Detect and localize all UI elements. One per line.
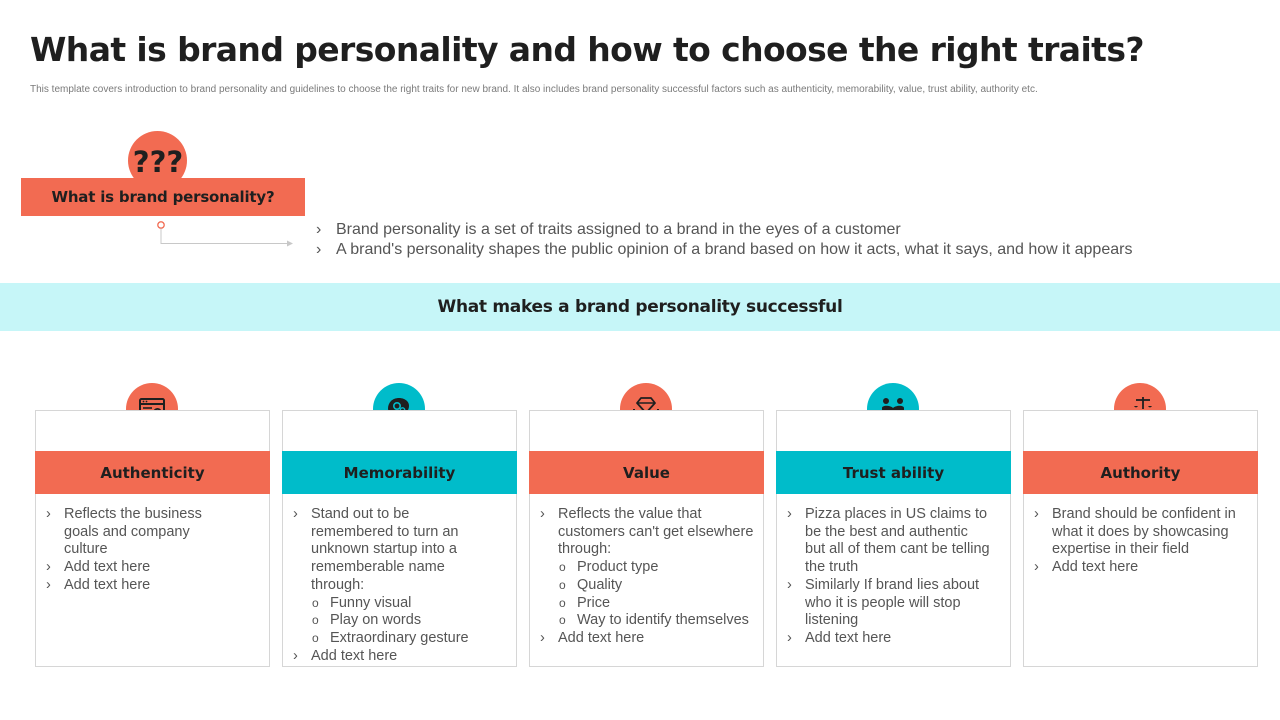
card-title: Trust ability	[776, 451, 1011, 494]
page-subtitle: This template covers introduction to brand personality and guidelines to choose the right traits for new brand. It also includes brand personality successful factors such as authenticity, memorability, value, trust ability, authority etc.	[30, 84, 1038, 95]
card-value	[529, 410, 764, 667]
list-item: › Pizza places in US claims to be the best and authentic but all of them cant be telling the truth	[785, 506, 1004, 577]
card-body	[44, 506, 263, 595]
list-item: › Stand out to be remembered to turn an unknown startup into a rememberable name through:	[291, 506, 510, 595]
definition-points	[316, 220, 1256, 260]
card-memorability	[282, 410, 517, 667]
card-trust-ability	[776, 410, 1011, 667]
list-item: › Add text here	[538, 630, 757, 648]
connector-arrow	[150, 216, 300, 250]
list-item: › Add text here	[291, 648, 510, 666]
card-title: Authority	[1023, 451, 1258, 494]
card-title: Value	[529, 451, 764, 494]
list-item: › Add text here	[785, 630, 1004, 648]
list-item: › Add text here	[44, 577, 263, 595]
list-item: o Extraordinary gesture	[291, 630, 510, 648]
list-item: › Reflects the value that customers can't get elsewhere through:	[538, 506, 757, 559]
card-title: Memorability	[282, 451, 517, 494]
definition-point: › A brand's personality shapes the public opinion of a brand based on how it acts, what it says, and how it appears	[316, 240, 1256, 260]
definition-point: › Brand personality is a set of traits assigned to a brand in the eyes of a customer	[316, 220, 1256, 240]
list-item: › Add text here	[44, 559, 263, 577]
card-title: Authenticity	[35, 451, 270, 494]
list-item: o Funny visual	[291, 595, 510, 613]
list-item: o Quality	[538, 577, 757, 595]
success-band: What makes a brand personality successful	[0, 283, 1280, 331]
card-body	[785, 506, 1004, 648]
definition-heading: What is brand personality?	[21, 178, 305, 216]
list-item: › Brand should be confident in what it does by showcasing expertise in their field	[1032, 506, 1251, 559]
list-item: o Way to identify themselves	[538, 612, 757, 630]
list-item: › Similarly If brand lies about who it is people will stop listening	[785, 577, 1004, 630]
card-body	[291, 506, 510, 665]
card-body	[1032, 506, 1251, 577]
list-item: › Reflects the business goals and company culture	[44, 506, 263, 559]
card-authenticity	[35, 410, 270, 667]
list-item: o Product type	[538, 559, 757, 577]
svg-text:???: ???	[132, 144, 183, 179]
list-item: o Price	[538, 595, 757, 613]
list-item: o Play on words	[291, 612, 510, 630]
page-title: What is brand personality and how to choose the right traits?	[30, 30, 1144, 69]
card-authority	[1023, 410, 1258, 667]
list-item: › Add text here	[1032, 559, 1251, 577]
card-body	[538, 506, 757, 648]
